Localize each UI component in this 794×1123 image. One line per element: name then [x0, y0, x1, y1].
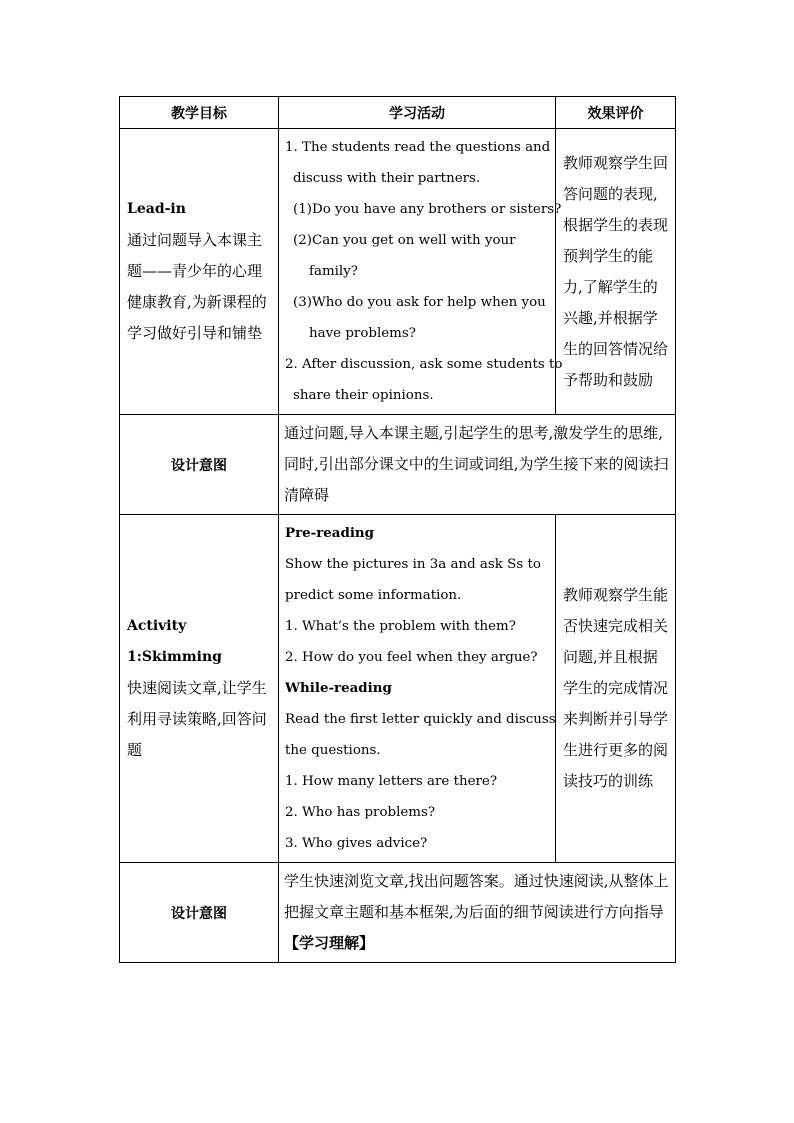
header-eval: 效果评价 [556, 97, 676, 129]
activity-line: (1)Do you have any brothers or sisters? [293, 202, 562, 217]
intent-text-1: 通过问题,导入本课主题,引起学生的思考,激发学生的思维,同时,引出部分课文中的生词或词组,为学生接下来的阅读扫清障碍 [279, 415, 676, 515]
skimming-goal-text: 快速阅读文章,让学生利用寻读策略,回答问题 [127, 679, 267, 759]
activity-line: 3. Who gives advice? [285, 836, 428, 851]
pre-reading-heading: Pre-reading [285, 525, 375, 541]
activity-line: 1. The students read the questions and [285, 140, 551, 155]
activity-line: (3)Who do you ask for help when you [293, 295, 546, 310]
activity-line: share their opinions. [293, 388, 434, 403]
activity-line: Show the pictures in 3a and ask Ss to [285, 557, 541, 572]
activity-line: the questions. [285, 743, 381, 758]
lead-in-title: Lead-in [127, 201, 186, 217]
intent-label-2: 设计意图 [120, 863, 279, 963]
skimming-row [120, 515, 676, 863]
skimming-activity-cell [279, 515, 556, 863]
skimming-goal-cell [120, 515, 279, 863]
intent-text-2-body: 学生快速浏览文章,找出问题答案。通过快速阅读,从整体上把握文章主题和基本框架,为后面的细节阅读进行方向指导 [284, 872, 669, 921]
activity-line: family? [309, 264, 358, 279]
while-reading-heading: While-reading [285, 680, 392, 696]
lead-in-goal-cell [120, 129, 279, 415]
activity-line: 2. Who has problems? [285, 805, 436, 820]
activity-line: (2)Can you get on well with your [293, 233, 516, 248]
activity-line: 2. After discussion, ask some students to [285, 357, 563, 372]
intent-tag: 【学习理解】 [284, 934, 375, 952]
lead-in-goal-text: 通过问题导入本课主题——青少年的心理健康教育,为新课程的学习做好引导和铺垫 [127, 231, 267, 342]
activity-line: Read the first letter quickly and discuss [285, 712, 556, 727]
activity-line: 1. How many letters are there? [285, 774, 498, 789]
intent-label-1: 设计意图 [120, 415, 279, 515]
lead-in-eval-cell: 教师观察学生回答问题的表现,根据学生的表现预判学生的能力,了解学生的兴趣,并根据学生的回答情况给予帮助和鼓励 [556, 129, 676, 415]
intent-row-1 [120, 415, 676, 515]
activity-line: have problems? [309, 326, 416, 341]
activity-line: predict some information. [285, 588, 462, 603]
intent-row-2 [120, 863, 676, 963]
activity-line: discuss with their partners. [293, 171, 481, 186]
header-row [120, 97, 676, 129]
intent-text-2 [279, 863, 676, 963]
lead-in-activity-cell [279, 129, 563, 415]
header-goal: 教学目标 [120, 97, 279, 129]
lesson-plan-table [119, 96, 676, 963]
skimming-eval-cell: 教师观察学生能否快速完成相关问题,并且根据学生的完成情况来判断并引导学生进行更多的阅读技巧的训练 [556, 515, 676, 863]
activity-line: 2. How do you feel when they argue? [285, 650, 538, 665]
skimming-title: Activity 1:Skimming [127, 618, 222, 665]
lead-in-row [120, 129, 676, 415]
activity-line: 1. What’s the problem with them? [285, 619, 516, 634]
header-activity: 学习活动 [279, 97, 556, 129]
